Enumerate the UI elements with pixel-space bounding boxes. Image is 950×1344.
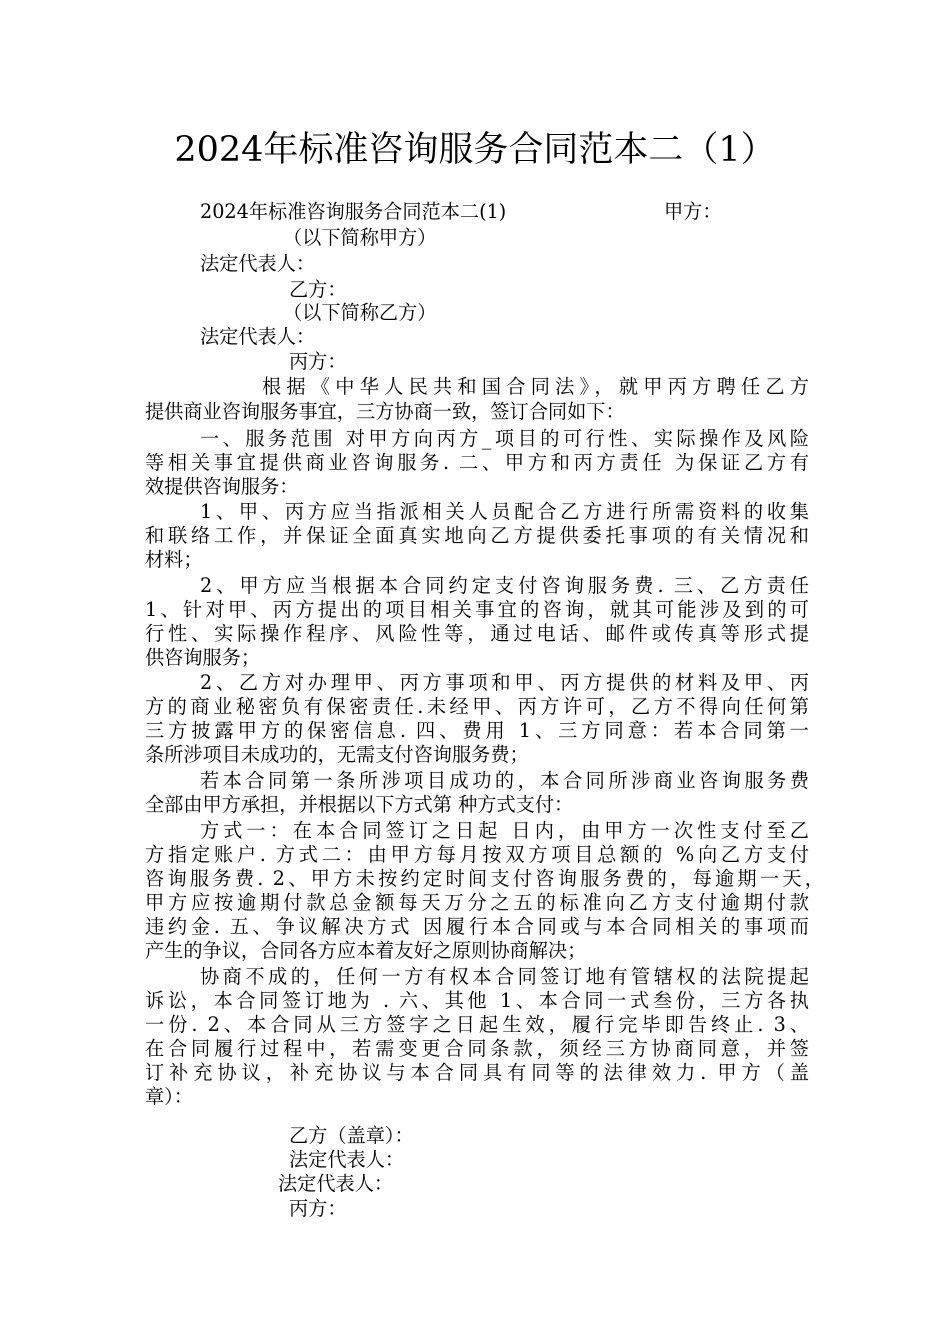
body-line: 若本合同第一条所涉项目成功的，本合同所涉商业咨询服务费 (200, 769, 809, 792)
body-line: 1、甲、丙方应当指派相关人员配合乙方进行所需资料的收集 (200, 500, 809, 523)
party-b-representative: 法定代表人： (200, 325, 316, 348)
body-line: 2、乙方对办理甲、丙方事项和甲、丙方提供的材料及甲、丙 (200, 671, 809, 694)
body-line: 效提供咨询服务： (145, 475, 299, 498)
body-line: 方的商业秘密负有保密责任.未经甲、丙方许可，乙方不得向任何第 (145, 695, 809, 718)
signature-representative: 法定代表人： (289, 1148, 405, 1171)
body-line: 一份. 2、本合同从三方签字之日起生效，履行完毕即告终止. 3、 (145, 1013, 809, 1036)
body-line: 甲方应按逾期付款总金额每天万分之五的标准向乙方支付逾期付款 (145, 891, 809, 914)
body-line: 一、服务范围 对甲方向丙方_项目的可行性、实际操作及风险 (200, 427, 809, 450)
party-b-label: 乙方： (289, 278, 347, 301)
party-a-abbreviation: （以下简称甲方） (283, 226, 437, 249)
body-line: 咨询服务费. 2、甲方未按约定时间支付咨询服务费的，每逾期一天， (145, 867, 824, 890)
body-line: 和联络工作，并保证全面真实地向乙方提供委托事项的有关情况和 (145, 524, 809, 547)
body-line: 等相关事宜提供商业咨询服务. 二、甲方和丙方责任 为保证乙方有 (145, 451, 809, 474)
body-line: 材料； (145, 548, 203, 571)
body-line: 产生的争议，合同各方应本着友好之原则协商解决； (145, 939, 587, 962)
body-line: 诉讼，本合同签订地为 . 六、其他 1、本合同一式叁份，三方各执 (145, 989, 809, 1012)
body-line: 方指定账户. 方式二：由甲方每月按双方项目总额的 %向乙方支付 (145, 843, 809, 866)
party-a-representative: 法定代表人： (200, 252, 316, 275)
body-line: 根据《中华人民共和国合同法》，就甲丙方聘任乙方 (262, 375, 809, 398)
body-line: 协商不成的，任何一方有权本合同签订地有管辖权的法院提起 (200, 965, 809, 988)
party-b-abbreviation: （以下简称乙方） (283, 301, 437, 324)
body-line: 方式一：在本合同签订之日起 日内，由甲方一次性支付至乙 (200, 819, 809, 842)
party-c-label: 丙方： (289, 350, 347, 373)
document-subtitle: 2024年标准咨询服务合同范本二(1) (200, 200, 507, 223)
body-line: 在合同履行过程中，若需变更合同条款，须经三方协商同意，并签 (145, 1037, 809, 1060)
signature-representative: 法定代表人： (278, 1172, 394, 1195)
party-c-signature: 丙方： (289, 1197, 347, 1220)
document-title: 2024年标准咨询服务合同范本二（1） (174, 130, 776, 170)
body-line: 1、针对甲、丙方提出的项目相关事宜的咨询，就其可能涉及到的可 (145, 598, 809, 621)
party-b-seal: 乙方（盖章）： (289, 1124, 414, 1147)
body-line: 违约金. 五、争议解决方式 因履行本合同或与本合同相关的事项而 (145, 915, 809, 938)
body-line: 全部由甲方承担，并根据以下方式第 种方式支付： (145, 793, 574, 816)
body-line: 订补充协议，补充协议与本合同具有同等的法律效力. 甲方（盖 (145, 1061, 809, 1084)
body-line: 供咨询服务； (145, 646, 261, 669)
body-line: 三方披露甲方的保密信息. 四、费用 1、三方同意：若本合同第一 (145, 719, 809, 742)
body-line: 2、甲方应当根据本合同约定支付咨询服务费. 三、乙方责任 (200, 574, 809, 597)
party-a-label: 甲方： (664, 200, 722, 223)
body-line: 行性、实际操作程序、风险性等，通过电话、邮件或传真等形式提 (145, 622, 809, 645)
body-line: 提供商业咨询服务事宜，三方协商一致，签订合同如下： (145, 400, 625, 423)
body-line: 条所涉项目未成功的，无需支付咨询服务费； (145, 743, 529, 766)
body-line: 章）： (145, 1085, 193, 1108)
